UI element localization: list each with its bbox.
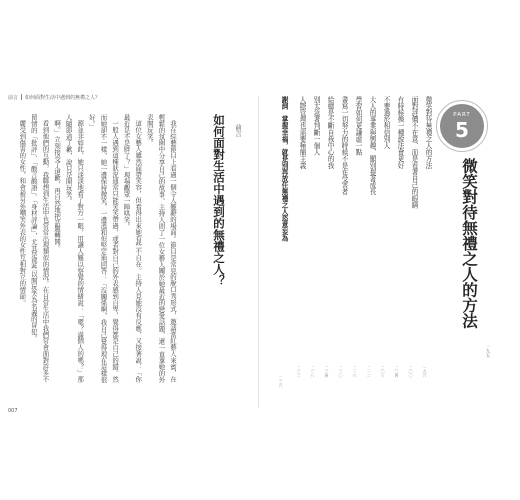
toc-entry-title: 書寫一切努力的時候不是在受害者 xyxy=(340,96,348,195)
toc-entry[interactable] xyxy=(352,96,363,396)
paragraph: 一般人遇到這種狀況通常只能笑笑帶過，或者對自己的外表感到自卑，覺得都是自己的錯。然而她卻不一樣，她一邊保持微笑，一邊溫和但堅定地回答：「沒關係啊，我自己覺得現在這樣很好。」 xyxy=(87,114,120,383)
toc-entry-title: 微笑對待無禮之人的方法 xyxy=(424,96,432,169)
toc-entry[interactable] xyxy=(394,96,405,396)
toc-entry[interactable] xyxy=(310,96,321,396)
toc-entry[interactable] xyxy=(296,96,307,396)
toc-entry[interactable] xyxy=(408,96,419,396)
toc-entry-title: 有時候換一種說法會更好 xyxy=(396,96,404,169)
part-word: PART xyxy=(453,111,471,118)
paragraph: 啊。」立刻接受了道歉，再自然地把話題轉開。 xyxy=(53,120,62,252)
toc-entry-page: 二二四 xyxy=(325,366,330,378)
toc-entry-title: 學習如何更謙虛一點 xyxy=(354,96,362,156)
left-page xyxy=(8,94,259,414)
toc-entry-page: 二一六 xyxy=(353,366,358,378)
toc-entry-page: 二〇八 xyxy=(381,366,386,378)
toc-entry[interactable] xyxy=(324,96,335,396)
paragraph: 源並非如此，她只淡淡地看了對方一眼，用讓人難以察覺的情緒說：「嗯？滿個人的嗎？」那人隨即道了歉，說只是開玩笑。 xyxy=(64,114,85,383)
toc-entry-title: 不要過於相信別人 xyxy=(382,96,390,149)
body-text xyxy=(18,114,178,386)
part-title: 微笑對待無禮之人的方法 xyxy=(460,158,479,329)
toc-entry-title: 人際管理也需要極簡主義 xyxy=(298,96,306,169)
running-head xyxy=(8,92,100,102)
toc-entry-page: 二三六 xyxy=(279,376,284,388)
part-badge xyxy=(440,104,484,148)
toc-entry-title: 面對評價不在意、而是看著自己的眼睛 xyxy=(410,96,418,209)
toc-entry-title: 謝詞 掌握幸福，就是別再放任無禮之人恣意妄為 xyxy=(280,96,288,242)
paragraph: 看到他們的互動，我聯想到生活中也常常出現類似的情況。在日常生活中我們常會面對許多不留情的「批評」、「酸言酸語」、「身材評論」，尤其是那些以開玩笑為名義的冒犯。 xyxy=(29,114,50,383)
running-head-title: 如何面對生活中遇到的無禮之人？ xyxy=(25,94,101,101)
toc-entry[interactable] xyxy=(422,96,433,396)
toc-entry[interactable] xyxy=(380,96,391,396)
toc-entry-page: 二二〇 xyxy=(339,366,344,378)
right-page xyxy=(262,96,512,408)
toc-entry-title: 給總是不斷自我中心的我 xyxy=(326,96,334,169)
toc-entry-page: 一九六 xyxy=(423,366,428,378)
toc-entry-title: 大人的事業與興趣，顯別提著成長 xyxy=(368,96,376,195)
toc-entry[interactable] xyxy=(366,96,377,396)
toc-entry-page: 二〇〇 xyxy=(409,366,414,378)
toc-entry-page: 二一二 xyxy=(367,366,372,378)
toc-entry[interactable] xyxy=(338,96,349,396)
toc-entry-page: 二三二 xyxy=(297,366,302,378)
toc-entry-title: 別太急著判斷一個人 xyxy=(312,96,320,156)
running-head-section: 前言 xyxy=(8,94,19,101)
paragraph: 這位女藝人雖然面帶笑容，但看得出來她有些不自在。主持人見她沒有反應，又接著說：「你最近是不是胖了？」現場觀眾一陣哄笑。 xyxy=(122,114,143,383)
toc-entry-acknowledgement[interactable] xyxy=(278,96,289,396)
part-page-number: 一九五 xyxy=(485,344,490,358)
page-number: 007 xyxy=(8,408,18,414)
section-label: 前言 xyxy=(234,124,242,137)
toc-entry-page: 二二八 xyxy=(311,366,316,378)
paragraph: 麗受到傷害的女性，和會被另外嘲笑外表的女性互相對立的情節。 xyxy=(18,120,27,306)
part-number: 5 xyxy=(455,117,469,142)
running-head-divider xyxy=(21,94,22,100)
paragraph: 我在綜藝節目上看過一個令人難辭的場面。節目是常見的脫口秀形式，邀請當紅藝人來賓，在輕鬆的氛圍中分享自己的故事。主持人問了一位女藝人關於她最近的戀愛話題，還一直拿她的外表開玩笑。 xyxy=(145,114,177,383)
toc-entry-page: 二〇四 xyxy=(395,366,400,378)
chapter-title: 如何面對生活中遇到的無禮之人？ xyxy=(212,114,226,287)
